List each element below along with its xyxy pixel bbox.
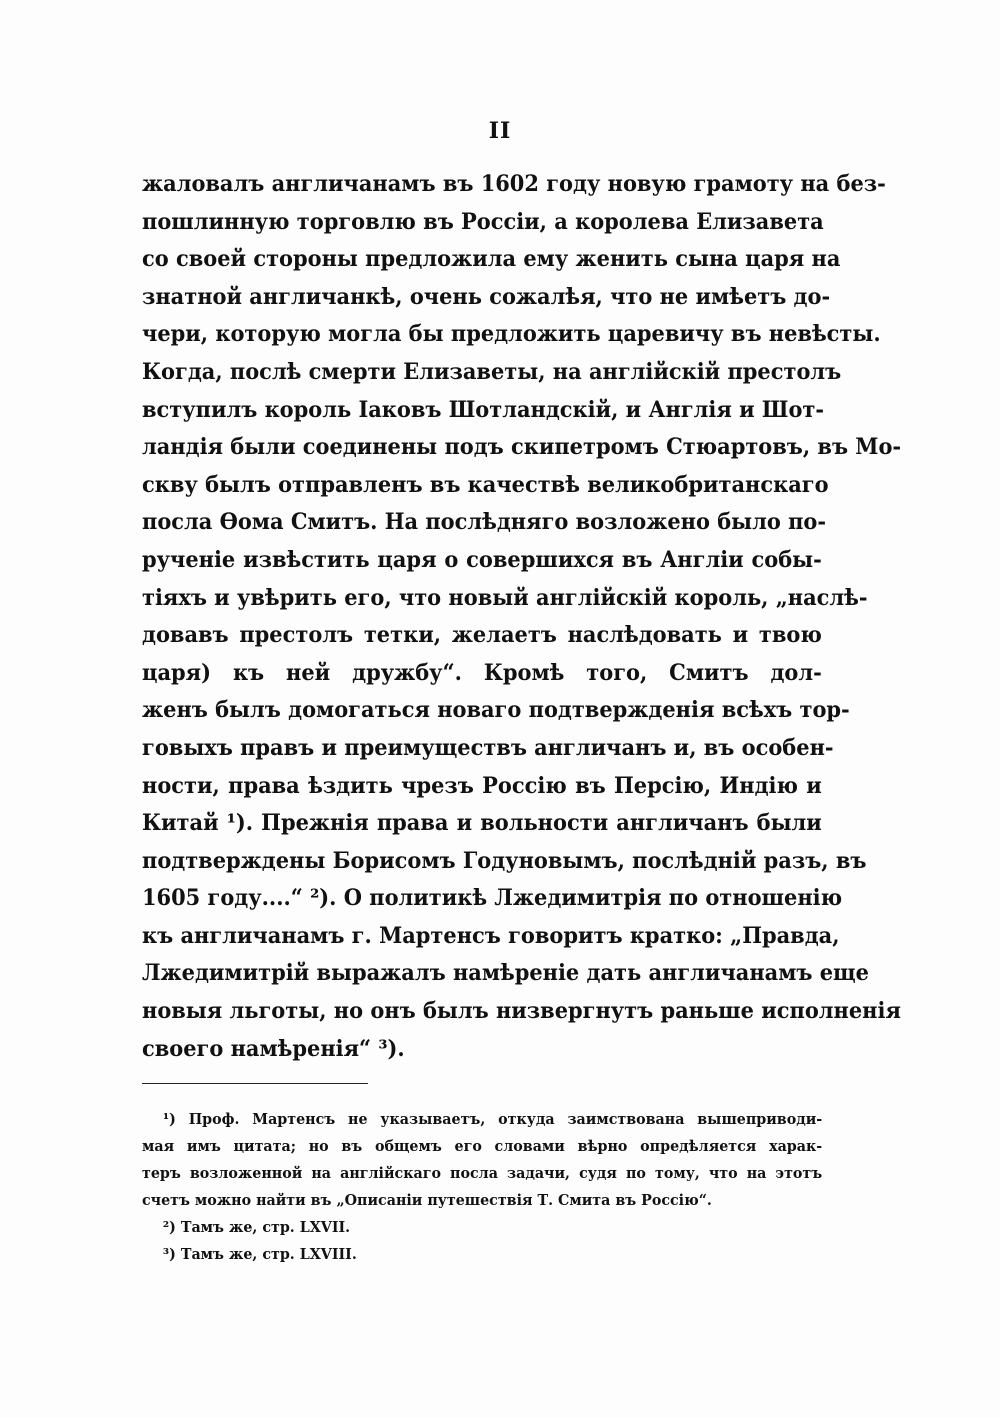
body-line: къ англичанамъ г. Мартенсъ говоритъ кратко: „Правда, bbox=[142, 922, 840, 949]
body-line: Когда, послѣ смерти Елизаветы, на англійскій престолъ bbox=[142, 358, 842, 385]
body-line: Китай ¹). Прежнія права и вольности англичанъ были bbox=[142, 810, 822, 837]
body-line: 1605 году....“ ²). О политикѣ Лжедимитрія по отношенію bbox=[142, 885, 843, 912]
body-line: рученіе извѣстить царя о совершихся въ Англіи собы- bbox=[142, 546, 822, 573]
footnote-1-line: теръ возложенной на англійскаго посла задачи, судя по тому, что на этотъ bbox=[142, 1164, 823, 1182]
body-line: скву былъ отправленъ въ качествѣ великобританскаго bbox=[142, 471, 829, 498]
body-line: знатной англичанкѣ, очень сожалѣя, что не имѣетъ до- bbox=[142, 283, 831, 310]
body-line: жаловалъ англичанамъ въ 1602 году новую грамоту на без- bbox=[142, 171, 886, 197]
footnote-1-line: мая имъ цитата; но въ общемъ его словами вѣрно опредѣляется харак- bbox=[142, 1137, 823, 1155]
body-line: своего намѣренія“ ³). bbox=[142, 1035, 405, 1062]
page-number: II bbox=[488, 118, 512, 144]
body-line: новыя льготы, но онъ былъ низвергнутъ раньше исполненія bbox=[142, 998, 901, 1025]
body-line: со своей стороны предложила ему женить сына царя на bbox=[142, 246, 841, 273]
body-line: пошлинную торговлю въ Россіи, а королева Елизавета bbox=[142, 208, 824, 235]
footnote-divider bbox=[142, 1083, 368, 1084]
body-line: подтверждены Борисомъ Годуновымъ, послѣдній разъ, въ bbox=[142, 847, 867, 874]
body-line: Лжедимитрій выражалъ намѣреніе дать англичанамъ еще bbox=[142, 960, 869, 987]
footnotes bbox=[142, 1106, 822, 1268]
footnote-1-line: счетъ можно найти въ „Описаніи путешествія Т. Смита въ Россію“. bbox=[142, 1191, 712, 1209]
footnote-1-line: ¹) Проф. Мартенсъ не указываетъ, откуда заимствована вышеприводи- bbox=[162, 1110, 823, 1128]
main-text bbox=[142, 166, 902, 1068]
body-line: тіяхъ и увѣрить его, что новый англійскій король, „наслѣ- bbox=[142, 584, 868, 611]
body-line: посла Ѳома Смитъ. На послѣдняго возложено было по- bbox=[142, 509, 827, 536]
body-line: ности, права ѣздить чрезъ Россію въ Персію, Индію и bbox=[142, 772, 822, 799]
body-line: говыхъ правъ и преимуществъ англичанъ и, въ особен- bbox=[142, 734, 834, 761]
body-line: женъ былъ домогаться новаго подтвержденія всѣхъ тор- bbox=[142, 697, 850, 724]
body-line: ландія были соединены подъ скипетромъ Стюартовъ, въ Мо- bbox=[142, 434, 902, 461]
body-line: чери, которую могла бы предложить царевичу въ невѣсты. bbox=[142, 321, 881, 348]
footnote-3: ³) Тамъ же, стр. LXVIII. bbox=[162, 1245, 357, 1263]
body-line: царя) къ ней дружбу“. Кромѣ того, Смитъ дол- bbox=[142, 659, 822, 686]
body-line: вступилъ король Іаковъ Шотландскій, и Англія и Шот- bbox=[142, 396, 825, 423]
footnote-2: ²) Тамъ же, стр. LXVII. bbox=[162, 1218, 351, 1236]
body-line: довавъ престолъ тетки, желаетъ наслѣдовать и твою bbox=[142, 622, 822, 649]
